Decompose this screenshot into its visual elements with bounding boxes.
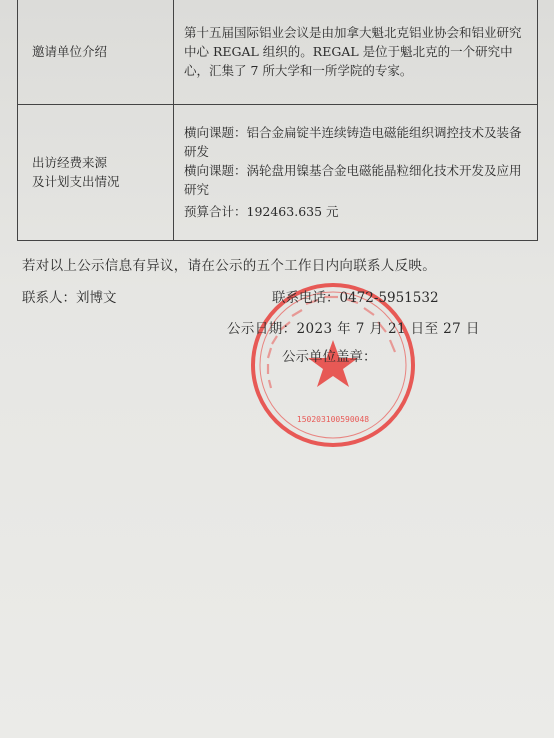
- funds-label: [18, 104, 174, 240]
- info-table: [17, 0, 538, 241]
- invite-label: 邀请单位介绍: [18, 0, 174, 104]
- funds-label-line1: 出访经费来源: [32, 155, 108, 170]
- funds-label-line2: 及计划支出情况: [32, 174, 120, 189]
- funds-topic-2: 横向课题：涡轮盘用镍基合金电磁能晶粒细化技术开发及应用研究: [184, 163, 522, 197]
- funds-content: [174, 104, 538, 240]
- funds-row: [18, 104, 538, 240]
- invite-text: 第十五届国际铝业会议是由加拿大魁北克铝业协会和铝业研究中心 REGAL 组织的。REGAL 是位于魁北克的一个研究中心，汇集了 7 所大学和一所学院的专家。: [184, 25, 522, 79]
- invite-row: [18, 0, 538, 104]
- invite-content: [174, 0, 538, 104]
- contact-person: 联系人：刘博文: [22, 290, 117, 306]
- publicity-date: 公示日期：2023 年 7 月 21 日至 27 日: [227, 321, 480, 337]
- contact-phone: 联系电话：0472-5951532: [272, 290, 439, 306]
- funds-budget: 预算合计：192463.635 元: [184, 204, 339, 219]
- objection-notice: 若对以上公示信息有异议，请在公示的五个工作日内向联系人反映。: [22, 258, 436, 274]
- official-seal-stamp: [250, 282, 416, 448]
- seal-serial: 150203100590048: [296, 415, 370, 424]
- stamp-unit-label: 公示单位盖章：: [282, 349, 377, 365]
- funds-topic-1: 横向课题：铝合金扁锭半连续铸造电磁能组织调控技术及装备研发: [184, 125, 522, 159]
